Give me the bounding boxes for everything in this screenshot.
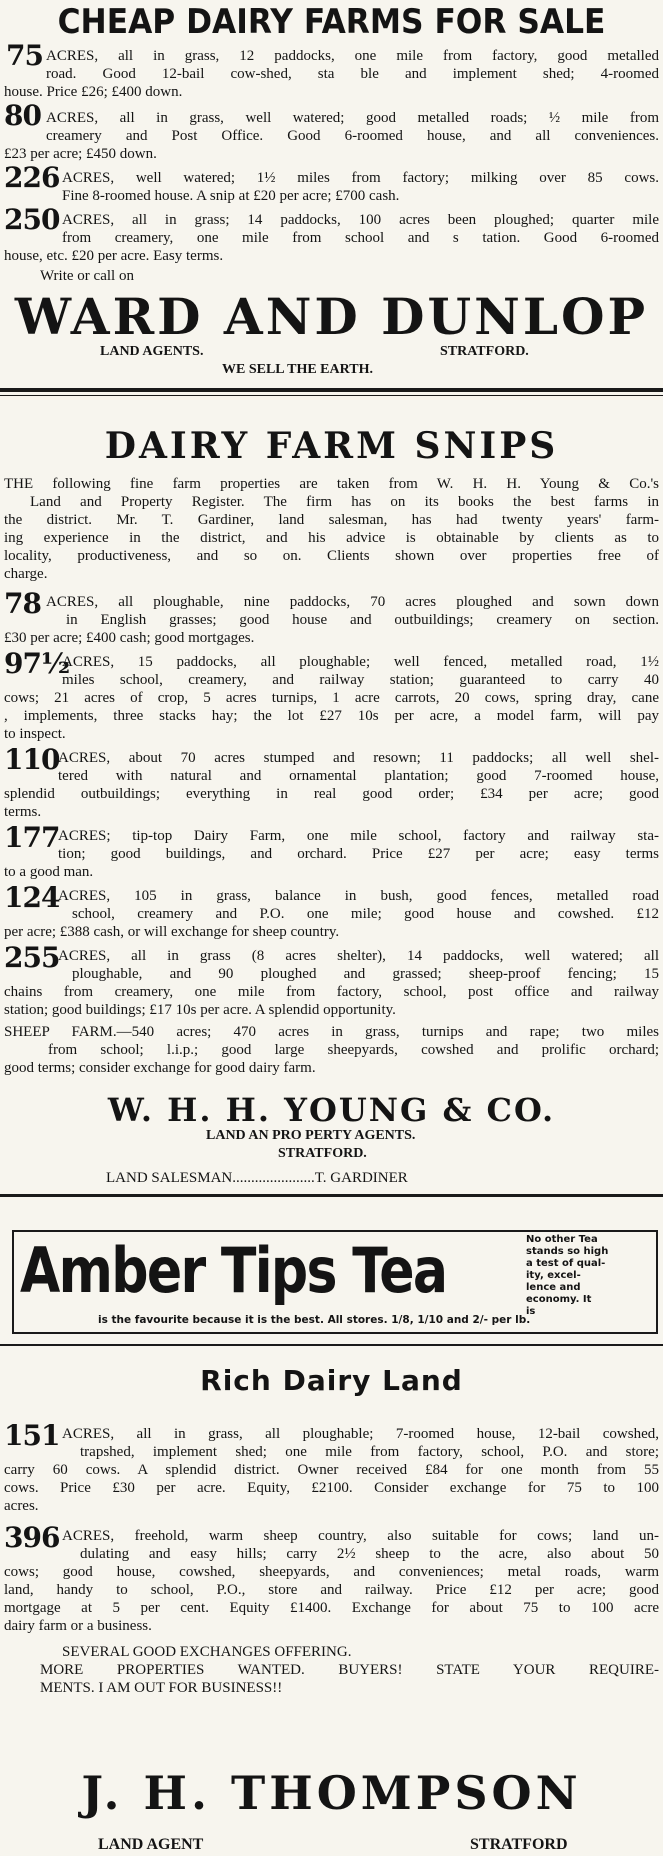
listing-line: ACRES, 105 in grass, balance in bush, good fences, metalled road [58,888,659,904]
intro-line: locality, productiveness, and so on. Clients shown over properties free of [4,548,659,564]
listing-line: land, handy to school, P.O., store and railway. Price £12 per acre; good [4,1582,659,1598]
listing-line: to a good man. [4,864,94,880]
divider [0,395,663,396]
ad2-salesman-line: LAND SALESMAN......................T. GARDINER [106,1170,408,1186]
listing-line: from creamery, one mile from school and s tation. Good 6-roomed [62,230,659,246]
listing-line: cows; 21 acres of crop, 5 acres turnips, 1 acre carrots, 20 cows, spring dray, cane [4,690,659,706]
tea-side-line: a test of qual- [526,1258,606,1269]
intro-line: Land and Property Register. The firm has on its books the best farms in [30,494,659,510]
listing-line: dairy farm or a business. [4,1618,152,1634]
listing-number: 75 [6,39,43,72]
sheep-line: SHEEP FARM.—540 acres; 470 acres in grass, turnips and rape; two miles [4,1024,659,1040]
listing-line: dulating and easy hills; carry 2½ sheep to the acre, also about 50 [80,1546,659,1562]
listing-number: 110 [4,743,60,776]
listing-line: house, etc. £20 per acre. Easy terms. [4,248,224,264]
listing-line: ACRES, all in grass (8 acres shelter), 14 paddocks, well watered; all [58,948,659,964]
sheep-line: good terms; consider exchange for good dairy farm. [4,1060,316,1076]
listing-line: to inspect. [4,726,66,742]
listing-line: ACRES, all in grass, well watered; good metalled roads; ½ mile from [46,110,659,126]
ad1-firm-name: WARD AND DUNLOP [14,287,649,346]
intro-line: ing experience in the district, and his advice is obtainable by clients as to [4,530,659,546]
listing-line: per acre; £388 cash, or will exchange for sheep country. [4,924,340,940]
listing-line: cows. Price £30 per acre. Equity, £2100. Consider exchange for 75 to 100 [4,1480,659,1496]
ad2-town: STRATFORD. [278,1146,367,1161]
sheep-line: from school; l.i.p.; good large sheepyards, cowshed and prolific orchard; [48,1042,659,1058]
listing-line: ACRES; tip-top Dairy Farm, one mile school, factory and railway sta- [58,828,659,844]
listing-line: ploughable, and 90 ploughed and grassed; sheep-proof fencing; 15 [72,966,659,982]
ad2-firm-name: W. H. H. YOUNG & CO. [107,1091,556,1129]
ad4-title: Rich Dairy Land [200,1364,463,1397]
tea-footer-line: is the favourite because it is the best. All stores. 1/8, 1/10 and 2/- per lb. [98,1314,531,1326]
listing-line: ACRES, 15 paddocks, all ploughable; well fenced, metalled road, 1½ [62,654,659,670]
ad1-title: CHEAP DAIRY FARMS FOR SALE [57,2,606,42]
listing-line: ACRES, well watered; 1½ miles from factory; milking over 85 cows. [62,170,659,186]
tea-side-copy [526,1234,652,1318]
tea-side-line: No other Tea [526,1234,598,1245]
listing-line: £23 per acre; £450 down. [4,146,157,162]
listing-line: cows; good house, cowshed, sheepyards, and conveniences; metal roads, warm [4,1564,659,1580]
closing-line: SEVERAL GOOD EXCHANGES OFFERING. [62,1644,352,1660]
divider [0,388,663,392]
divider [0,1194,663,1197]
closing-line: MENTS. I AM OUT FOR BUSINESS!! [40,1680,283,1696]
tea-side-line: lence and [526,1282,581,1293]
ad1-town: STRATFORD. [440,344,529,359]
listing-line: miles school, creamery, and railway station; guaranteed to carry 40 [62,672,659,688]
intro-line: THE following fine farm properties are taken from W. H. H. Young & Co.'s [4,476,659,492]
listing-line: £30 per acre; £400 cash; good mortgages. [4,630,255,646]
listing-line: acres. [4,1498,39,1514]
listing-number: 124 [4,881,60,914]
intro-line: the district. Mr. T. Gardiner, land salesman, has had twenty years' farm- [4,512,659,528]
ad4-firm-name: J. H. THOMPSON [81,1766,582,1820]
listing-line: ACRES, about 70 acres stumped and resown; 11 paddocks; all well shel- [58,750,659,766]
listing-line: ACRES, all in grass, 12 paddocks, one mile from factory, good metalled [46,48,659,64]
tea-side-line: economy. It [526,1294,592,1305]
listing-number: 97½ [4,647,70,680]
listing-line: terms. [4,804,42,820]
listing-line: mortgage at 5 per cent. Equity £1400. Exchange for about 75 to 100 acre [4,1600,659,1616]
listing-number: 396 [4,1521,60,1554]
listing-number: 78 [4,587,41,620]
tea-side-line: is [526,1306,536,1317]
closing-line: MORE PROPERTIES WANTED. BUYERS! STATE YOUR REQUIRE- [40,1662,659,1678]
ad4-town: STRATFORD [470,1836,568,1853]
ad2-title: DAIRY FARM SNIPS [104,425,559,467]
listing-line: station; good buildings; £17 10s per acre. A splendid opportunity. [4,1002,396,1018]
tea-brand-title: Amber Tips Tea [20,1234,447,1307]
listing-line: Fine 8-roomed house. A snip at £20 per acre; £700 cash. [62,188,400,204]
listing-line: ACRES, all in grass, all ploughable; 7-roomed house, 12-bail cowshed, [62,1426,659,1442]
listing-line: splendid outbuildings; everything in real good order; £34 per acre; good [4,786,659,802]
listing-number: 177 [4,821,60,854]
listing-number: 80 [4,99,41,132]
tea-side-line: stands so high [526,1246,609,1257]
listing-number: 255 [4,941,60,974]
listing-line: creamery and Post Office. Good 6-roomed house, and all conveniences. [46,128,659,144]
listing-line: road. Good 12-bail cow-shed, sta ble and implement shed; 4-roomed [46,66,659,82]
listing-number: 250 [4,203,60,236]
ad1-slogan: WE SELL THE EARTH. [222,362,373,377]
tea-side-line: ity, excel- [526,1270,581,1281]
listing-line: school, creamery and P.O. one mile; good house and cowshed. £12 [72,906,659,922]
listing-line: trapshed, implement shed; one mile from factory, school, P.O. and store; [80,1444,659,1460]
listing-line: house. Price £26; £400 down. [4,84,183,100]
listing-line: ACRES, freehold, warm sheep country, also suitable for cows; land un- [62,1528,659,1544]
listing-line: tion; good buildings, and orchard. Price £27 per acre; easy terms [58,846,659,862]
listing-line: chains from creamery, one mile from factory, school, post office and railway [4,984,659,1000]
divider [0,1344,663,1346]
listing-line: tered with natural and ornamental plantation; good 7-roomed house, [58,768,659,784]
ad2-role: LAND AN PRO PERTY AGENTS. [206,1128,416,1143]
listing-line: ACRES, all ploughable, nine paddocks, 70 acres ploughed and sown down [46,594,659,610]
listing-line: carry 60 cows. A splendid district. Owner received £84 for one month from 55 [4,1462,659,1478]
intro-line: charge. [4,566,48,582]
listing-number: 151 [4,1419,60,1452]
listing-line: in English grasses; good house and outbuildings; creamery on section. [66,612,659,628]
listing-line: , implements, three stacks hay; the lot £27 10s per acre, a model farm, will pay [4,708,659,724]
listing-line: ACRES, all in grass; 14 paddocks, 100 acres been ploughed; quarter mile [62,212,659,228]
listing-number: 226 [4,161,60,194]
ad1-role: LAND AGENTS. [100,344,204,359]
write-line: Write or call on [40,268,134,284]
ad4-role: LAND AGENT [98,1836,204,1853]
